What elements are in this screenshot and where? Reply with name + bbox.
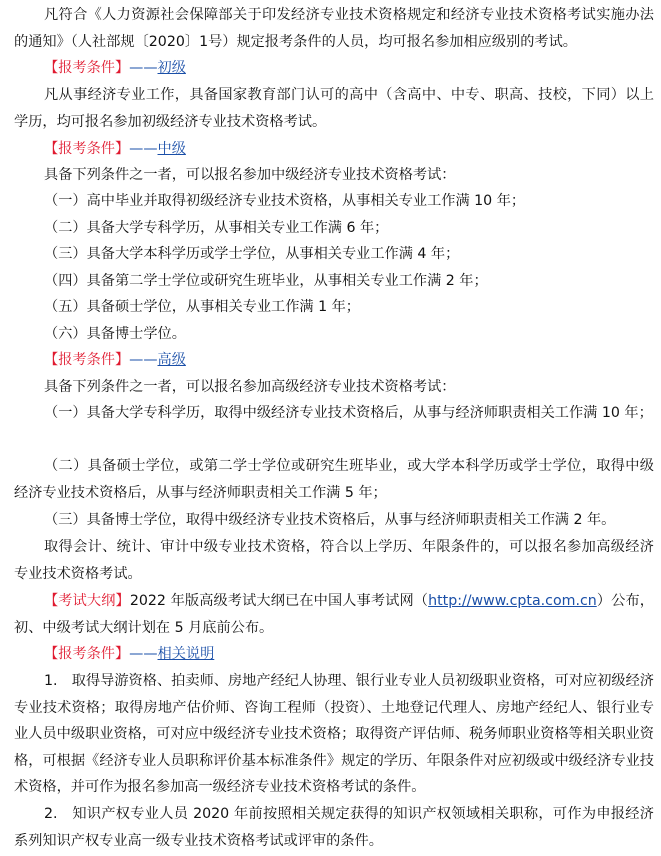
heading-level-link[interactable]: 初级 [157,60,186,76]
heading-tag: 【报考条件】 [44,352,130,368]
outline-text-before: 2022 年版高级考试大纲已在中国人事考试网（ [129,593,429,609]
primary-heading [14,55,654,82]
condition-item: （三）具备博士学位，取得中级经济专业技术资格后，从事与经济师职责相关工作满 2 年。 [44,512,616,528]
condition-item: （二）具备硕士学位，或第二学士学位或研究生班毕业，或大学本科学历或学士学位，取得中级经济专业技术资格后，从事与经济师职责相关工作满 5 年； [14,458,654,501]
note-item: 2. 知识产权专业人员 2020 年前按照相关规定获得的知识产权领域相关职称，可作为申报经济系列知识产权专业高一级专业技术资格考试或评审的条件。 [14,806,654,849]
advanced-lead: 具备下列条件之一者，可以报名参加高级经济专业技术资格考试： [44,379,456,395]
primary-body: 凡从事经济专业工作，具备国家教育部门认可的高中（含高中、中专、职高、技校，下同）以上学历，均可报名参加初级经济专业技术资格考试。 [14,87,654,130]
note-item: 1. 取得导游资格、拍卖师、房地产经纪人协理、银行业专业人员初级职业资格，可对应初级经济专业技术资格；取得房地产估价师、咨询工程师（投资）、土地登记代理人、房地产经纪人、银行业专业人员中级职业资格，可对应中级经济专业技术资格；取得资产评估师、税务师职业资格等相关职业资格，可根据《经济专业人员职称评价基本标准条件》规定的学历、年限条件对应初级或中级经济专业技术资格，并可作为报名参加高一级经济专业技术资格考试的条件。 [14,673,654,796]
heading-tag: 【报考条件】 [44,60,130,76]
heading-tag: 【报考条件】 [44,141,130,157]
advanced-note: 取得会计、统计、审计中级专业技术资格，符合以上学历、年限条件的，可以报名参加高级经济专业技术资格考试。 [14,539,654,582]
heading-dash: —— [129,141,158,157]
heading-dash: —— [129,352,158,368]
intro-paragraph: 凡符合《人力资源社会保障部关于印发经济专业技术资格规定和经济专业技术资格考试实施办法的通知》（人社部规〔2020〕1号）规定报考条件的人员，均可报名参加相应级别的考试。 [14,7,654,50]
intermediate-heading [14,136,654,163]
outline-tag: 【考试大纲】 [44,593,130,609]
heading-tag: 【报考条件】 [44,646,130,662]
condition-item: （二）具备大学专科学历，从事相关专业工作满 6 年； [44,220,389,236]
condition-item: （一）具备大学专科学历，取得中级经济专业技术资格后，从事与经济师职责相关工作满 10 年； [44,405,653,421]
condition-item: （一）高中毕业并取得初级经济专业技术资格，从事相关专业工作满 10 年； [44,193,526,209]
advanced-heading [14,347,654,374]
cpta-link[interactable]: http://www.cpta.com.cn [428,593,597,609]
condition-item: （四）具备第二学士学位或研究生班毕业，从事相关专业工作满 2 年； [44,273,488,289]
condition-item: （六）具备博士学位。 [44,326,186,342]
outline-text-after: ）公布，初、中级考试大纲计划在 5 月底前公布。 [14,593,654,636]
notes-heading [14,641,654,668]
heading-level-link[interactable]: 相关说明 [157,646,215,662]
heading-level-link[interactable]: 高级 [157,352,186,368]
heading-dash: —— [129,60,158,76]
condition-item: （三）具备大学本科学历或学士学位，从事相关专业工作满 4 年； [44,246,460,262]
heading-level-link[interactable]: 中级 [157,141,186,157]
heading-dash: —— [129,646,158,662]
condition-item: （五）具备硕士学位，从事相关专业工作满 1 年； [44,299,360,315]
outline-paragraph [14,588,654,641]
intermediate-lead: 具备下列条件之一者，可以报名参加中级经济专业技术资格考试： [44,167,456,183]
